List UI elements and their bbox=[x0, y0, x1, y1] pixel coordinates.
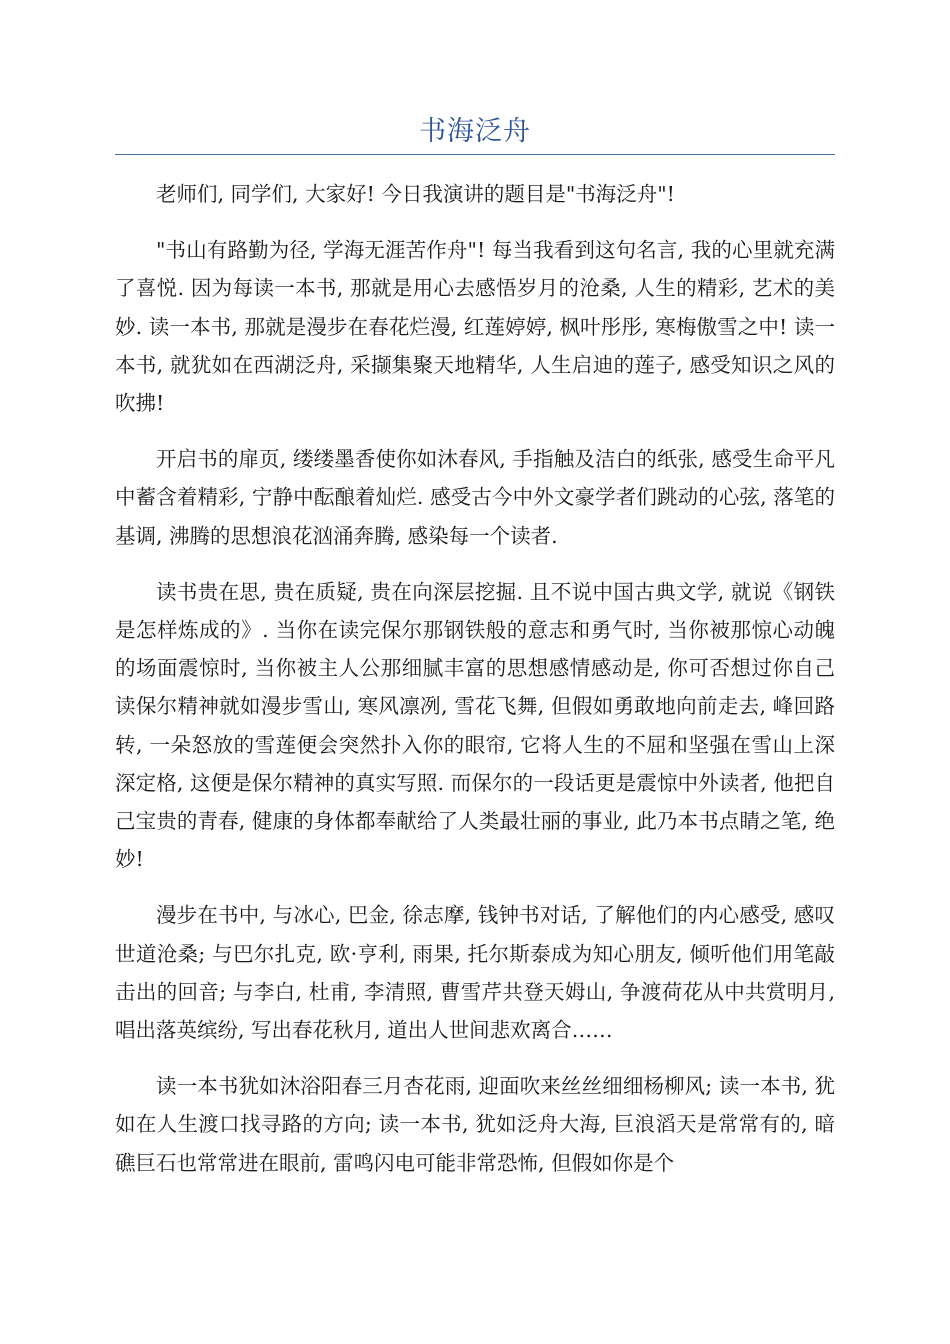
paragraph-opening-book: 开启书的扉页, 缕缕墨香使你如沐春风, 手指触及洁白的纸张, 感受生命平凡中蓄含着精彩, 宁静中酝酿着灿烂. 感受古今中外文豪学者们跳动的心弦, 落笔的基调, 沸腾的思想浪花汹涌奔腾, 感染每一个读者. bbox=[115, 447, 835, 548]
paragraph-quote: "书山有路勤为径, 学海无涯苦作舟"! 每当我看到这句名言, 我的心里就充满了喜悦. 因为每读一本书, 那就是用心去感悟岁月的沧桑, 人生的精彩, 艺术的美妙. 读一本书, 那就是漫步在春花烂漫, 红莲婷婷, 枫叶彤彤, 寒梅傲雪之中! 读一本书, 就犹如在西湖泛舟, 采撷集聚天地精华, 人生启迪的莲子, 感受知识之风的吹拂! bbox=[115, 238, 835, 416]
paragraph-walking-in-books: 漫步在书中, 与冰心, 巴金, 徐志摩, 钱钟书对话, 了解他们的内心感受, 感叹世道沧桑; 与巴尔扎克, 欧·亨利, 雨果, 托尔斯泰成为知心朋友, 倾听他们用笔敲击出的回音; 与李白, 杜甫, 李清照, 曹雪芹共登天姆山, 争渡荷花从中共赏明月, 唱出落英缤纷, 写出春花秋月, 道出人世间悲欢离合…… bbox=[115, 903, 835, 1043]
paragraph-greeting: 老师们, 同学们, 大家好! 今日我演讲的题目是"书海泛舟"! bbox=[156, 182, 675, 206]
title-underline bbox=[115, 154, 835, 155]
document-body bbox=[115, 175, 835, 1200]
document-title: 书海泛舟 bbox=[419, 116, 531, 147]
paragraph-reading-thinking: 读书贵在思, 贵在质疑, 贵在向深层挖掘. 且不说中国古典文学, 就说《钢铁是怎样炼成的》. 当你在读完保尔那钢铁般的意志和勇气时, 当你被那惊心动魄的场面震惊时, 当你被主人公那细腻丰富的思想感情感动是, 你可否想过你自己读保尔精神就如漫步雪山, 寒风凛冽, 雪花飞舞, 但假如勇敢地向前走去, 峰回路转, 一朵怒放的雪莲便会突然扑入你的眼帘, 它将人生的不屈和坚强在雪山上深深定格, 这便是保尔精神的真实写照. 而保尔的一段话更是震惊中外读者, 他把自己宝贵的青春, 健康的身体都奉献给了人类最壮丽的事业, 此乃本书点睛之笔, 绝妙! bbox=[115, 579, 835, 872]
paragraph-reading-metaphor: 读一本书犹如沐浴阳春三月杏花雨, 迎面吹来丝丝细细杨柳风; 读一本书, 犹如在人生渡口找寻路的方向; 读一本书, 犹如泛舟大海, 巨浪滔天是常常有的, 暗礁巨石也常常进在眼前, 雷鸣闪电可能非常恐怖, 但假如你是个 bbox=[115, 1074, 835, 1175]
